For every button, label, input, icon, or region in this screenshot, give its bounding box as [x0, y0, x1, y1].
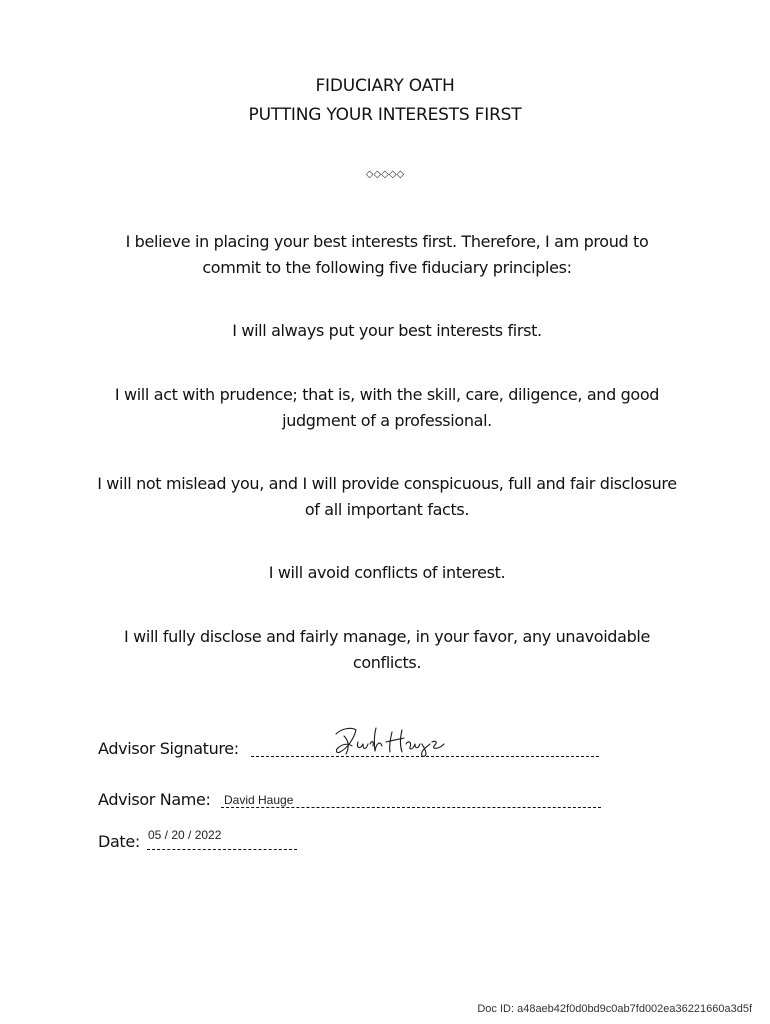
intro-paragraph: I believe in placing your best interests first. Therefore, I am proud to commit to the following five fiduciary principles: [125, 232, 649, 277]
advisor-name-value[interactable]: David Hauge [224, 793, 294, 807]
document-id: Doc ID: a48aeb42f0d0bd9c0ab7fd002ea36221660a3d5f [477, 1003, 752, 1015]
signature-label: Advisor Signature: [98, 739, 239, 758]
date-value[interactable]: 05 / 20 / 2022 [148, 828, 222, 842]
principle-4: I will avoid conflicts of interest. [268, 563, 506, 582]
ornament-divider: ◇◇◇◇◇ [365, 169, 405, 180]
handwritten-signature [330, 722, 450, 760]
date-label: Date: [98, 832, 140, 851]
principle-2: I will act with prudence; that is, with the skill, care, diligence, and good judgment of a professional. [114, 385, 660, 430]
advisor-name-line[interactable] [221, 807, 601, 808]
advisor-name-label: Advisor Name: [98, 790, 211, 809]
principle-5: I will fully disclose and fairly manage, in your favor, any unavoidable conflicts. [124, 627, 650, 672]
document-title: FIDUCIARY OATH [315, 76, 455, 96]
principle-1: I will always put your best interests first. [232, 321, 542, 340]
principle-3: I will not mislead you, and I will provide conspicuous, full and fair disclosure of all important facts. [97, 474, 677, 519]
date-line[interactable] [147, 849, 297, 850]
document-subtitle: PUTTING YOUR INTERESTS FIRST [248, 105, 522, 125]
